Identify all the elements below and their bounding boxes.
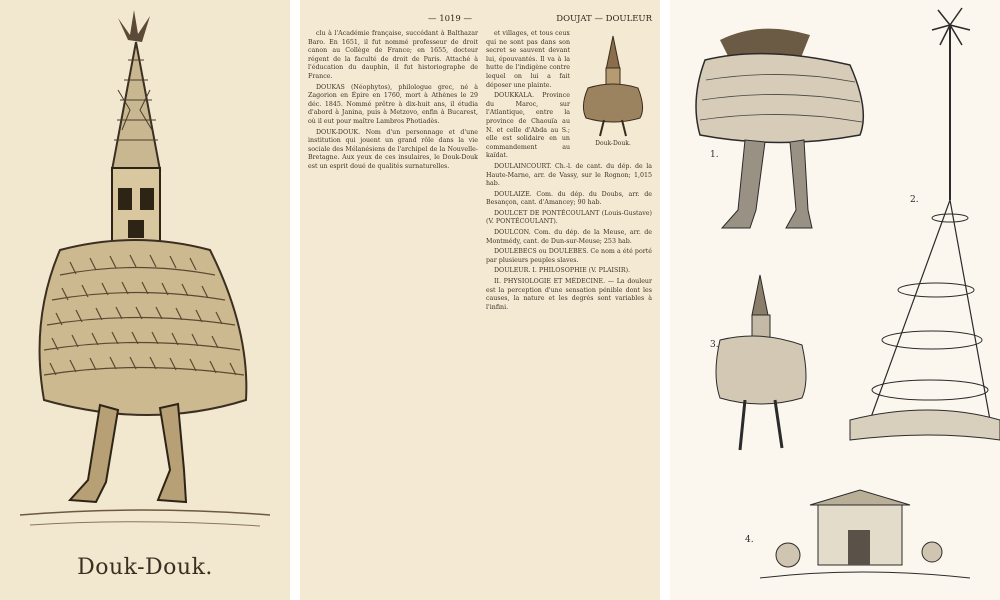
- inset-douk-douk-icon: [574, 30, 652, 140]
- paragraph: DOULAINCOURT. Ch.-l. de cant. du dép. de la Haute-Marne, arr. de Vassy, sur le Rognon; 1,015 hab.: [486, 162, 652, 188]
- plume-shape: [118, 10, 150, 42]
- paragraph: DOULCON. Com. du dép. de la Meuse, arr. de Montmédy, cant. de Dun-sur-Meuse; 253 hab.: [486, 229, 652, 245]
- douk-douk-illustration: [0, 0, 290, 550]
- page-number: — 1019 —: [428, 14, 473, 24]
- text-column-right: [486, 30, 652, 314]
- right-leg: [158, 404, 186, 502]
- header-left-word: DOUJAT: [556, 14, 592, 24]
- figure-label-1: 1.: [710, 150, 719, 160]
- inset-caption: Douk-Douk.: [595, 140, 631, 147]
- figure-4-hut: [760, 490, 970, 578]
- left-leg: [70, 405, 118, 502]
- illustration-caption: Douk-Douk.: [77, 555, 213, 580]
- paragraph: clu à l'Académie française, succédant à Balthazar Baro. En 1651, il fut nommé professeur de droit canon au Collège de France; en 1655, docteur régent de la faculté de droit de Paris. Attaché à l'éducation du dauphin, il fut historiographe de France.: [308, 30, 478, 80]
- paragraph: DOUK-DOUK. Nom d'un personnage et d'une institution qui jouent un grand rôle dans la vie sociale des Mélanésiens de l'archipel de la Nouvelle-Bretagne. Aux yeux de ces insulaires, le Douk-Douk est un esprit doué de qualités surnaturelles.: [308, 128, 478, 170]
- text-column-left: [308, 30, 478, 174]
- figure-2-conical-frame: [850, 8, 1000, 440]
- plate-illustrations: [670, 0, 1000, 600]
- paragraph: DOUKAS (Néophytos), philologue grec, né à Zagorion en Épire en 1760, mort à Athènes le 29 déc. 1845. Nommé prêtre à dix-huit ans, il étudia d'abord à Janina, puis à Metzovo, enfin à Bucarest, où il eut pour maître Lambros Photiadès.: [308, 83, 478, 125]
- figure-3-small-douk-douk: [716, 275, 806, 450]
- plate-figures-panel: [670, 0, 1000, 600]
- figure-1-leaf-costume: [696, 29, 863, 228]
- paragraph: DOULEBECS ou DOULEBES. Ce nom a été porté par plusieurs peuples slaves.: [486, 248, 652, 264]
- encyclopedia-page-panel: [300, 0, 660, 600]
- paragraph: II. PHYSIOLOGIE ET MÉDECINE. — La douleur est la perception d'une sensation pénible dont les causes, la nature et les degrés sont variables à l'infini.: [486, 278, 652, 311]
- paragraph: DOULAIZE. Com. du dép. du Doubs, arr. de Besançon, cant. d'Amancey; 90 hab.: [486, 190, 652, 207]
- paragraph: DOUKKALA. Province du Maroc, sur l'Atlantique, entre la province de Chaouïa au N. et celle d'Abda au S.; elle est solidaire en un commandement au kaïdat.: [486, 92, 570, 160]
- header-right-word: — DOULEUR: [594, 14, 652, 24]
- figure-label-3: 3.: [710, 340, 719, 350]
- paragraph: et villages, et tous ceux qui ne sont pas dans son secret se sauvent devant lui, épouvantés. Il va à la hutte de l'indigène contre lequel on lui a fait déposer une plainte.: [486, 30, 570, 89]
- figure-label-2: 2.: [910, 195, 919, 205]
- leaf-cape: [40, 240, 247, 415]
- left-engraving-panel: [0, 0, 290, 600]
- conical-headdress: [112, 42, 160, 170]
- inset-figure: [574, 30, 652, 150]
- header-words: [556, 14, 652, 24]
- figure-label-4: 4.: [745, 535, 754, 545]
- paragraph: DOULCET DE PONTÉCOULANT (Louis-Gustave) (V. PONTÉCOULANT).: [486, 209, 652, 226]
- paragraph: DOULEUR. I. PHILOSOPHIE (V. PLAISIR).: [494, 267, 631, 275]
